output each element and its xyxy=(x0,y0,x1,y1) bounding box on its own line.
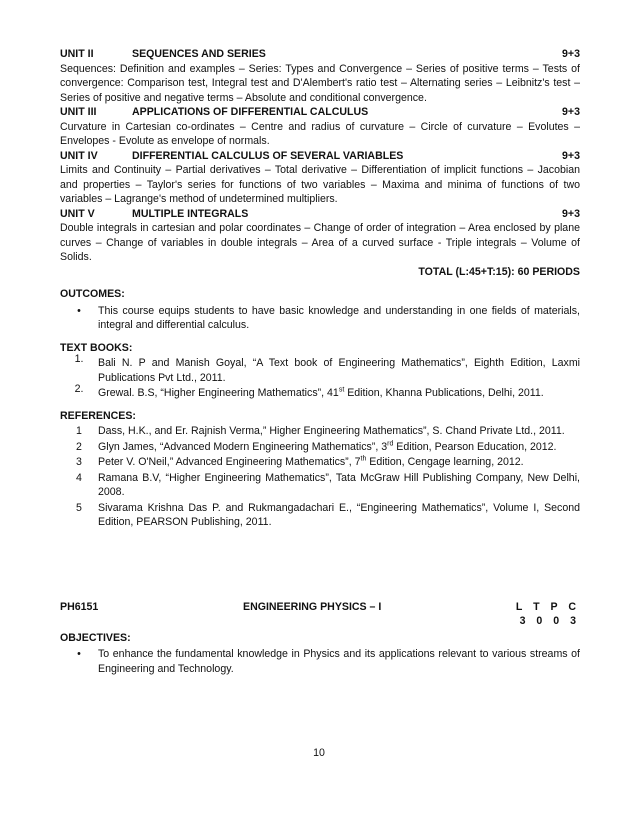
ordinal-suffix: th xyxy=(360,455,367,463)
unit-title: MULTIPLE INTEGRALS xyxy=(132,207,249,220)
objectives-heading: OBJECTIVES: xyxy=(60,631,131,644)
reference-number: 4 xyxy=(76,471,82,484)
reference-item xyxy=(60,501,580,530)
unit-heading xyxy=(60,47,580,62)
textbook-text-main: Grewal. B.S, “Higher Engineering Mathematics”, 41 xyxy=(98,387,339,399)
reference-text xyxy=(98,501,580,530)
unit-credits: 9+3 xyxy=(562,207,580,220)
reference-text-rest: Edition, Pearson Education, 2012. xyxy=(393,440,557,453)
unit-body: Sequences: Definition and examples – Series: Types and Convergence – Series of positive terms – Tests of convergence: Comparison test, Integral test and D'Alembert's ratio test – Alternating series – Leibnitz's test – Series of positive and negative terms – Absolute and conditional convergence. xyxy=(60,62,580,104)
textbook-item xyxy=(60,383,580,401)
course-ltpc-values: 3 0 0 3 xyxy=(519,615,580,627)
unit-title: SEQUENCES AND SERIES xyxy=(132,48,266,60)
reference-number: 2 xyxy=(76,440,82,453)
unit-credits: 9+3 xyxy=(562,48,580,60)
reference-text xyxy=(98,440,580,455)
course-code: PH6151 xyxy=(60,600,99,613)
unit-title: APPLICATIONS OF DIFFERENTIAL CALCULUS xyxy=(132,106,369,118)
textbook-text xyxy=(98,386,580,401)
reference-number: 5 xyxy=(76,501,82,514)
unit-code: UNIT II xyxy=(60,48,94,60)
total-periods: TOTAL (L:45+T:15): 60 PERIODS xyxy=(418,265,580,278)
bullet-icon: • xyxy=(77,648,81,660)
course-title: ENGINEERING PHYSICS – I xyxy=(243,600,382,613)
unit-code: UNIT III xyxy=(60,106,97,118)
unit-body: Curvature in Cartesian co-ordinates – Centre and radius of curvature – Circle of curvature – Evolutes – Envelopes - Evolute as envelope of normals. xyxy=(60,120,580,147)
outcome-text: This course equips students to have basic knowledge and understanding in one fields of materials, integral and differential calculus. xyxy=(98,304,580,331)
unit-section xyxy=(60,105,580,149)
reference-text-main: Dass, H.K., and Er. Rajnish Verma,” Higher Engineering Mathematics”, S. Chand Private Ltd., 2011. xyxy=(98,425,565,437)
objective-item xyxy=(60,647,580,676)
outcomes-heading: OUTCOMES: xyxy=(60,288,125,300)
reference-item xyxy=(60,424,580,439)
unit-heading xyxy=(60,149,580,164)
reference-text-rest: Edition, Cengage learning, 2012. xyxy=(366,456,524,468)
unit-credits: 9+3 xyxy=(562,149,580,162)
course-ltpc-header: L T P C xyxy=(515,600,580,613)
syllabus-page xyxy=(60,47,580,676)
reference-number: 1 xyxy=(76,425,82,437)
reference-text-main: Peter V. O'Neil,” Advanced Engineering Mathematics”, 7 xyxy=(98,456,361,468)
reference-item xyxy=(60,455,580,470)
references-heading: REFERENCES: xyxy=(60,409,136,422)
unit-section xyxy=(60,47,580,105)
ordinal-suffix: st xyxy=(338,386,345,394)
course-heading xyxy=(60,600,580,615)
ordinal-suffix: rd xyxy=(387,439,394,447)
reference-text xyxy=(98,471,580,500)
reference-text xyxy=(98,455,580,470)
unit-section xyxy=(60,207,580,265)
textbook-text: Bali N. P and Manish Goyal, “A Text book of Engineering Mathematics”, Eighth Edition, Laxmi Publications Pvt Ltd., 2011. xyxy=(98,357,580,384)
textbook-number: 2. xyxy=(74,383,84,395)
unit-code: UNIT IV xyxy=(60,149,98,162)
unit-body: Limits and Continuity – Partial derivatives – Total derivative – Differentiation of implicit functions – Jacobian and properties – Taylor's series for functions of two variables – Maxima and minima of functions of two variables – Lagrange's method of undetermined multipliers. xyxy=(60,164,580,205)
page-number: 10 xyxy=(313,747,325,759)
unit-body: Double integrals in cartesian and polar coordinates – Change of order of integration – Area enclosed by plane curves – Change of variables in double integrals – Area of a curved surface - Triple integrals – Volume of Solids. xyxy=(60,222,580,263)
unit-section xyxy=(60,149,580,207)
unit-code: UNIT V xyxy=(60,207,95,220)
textbook-number: 1. xyxy=(74,353,84,365)
reference-item xyxy=(60,440,580,455)
reference-item xyxy=(60,471,580,500)
reference-text-main: Sivarama Krishna Das P. and Rukmangadachari E., “Engineering Mathematics”, Volume I, Second Edition, PEARSON Publishing, 2011. xyxy=(98,501,580,528)
textbooks-heading: TEXT BOOKS: xyxy=(60,341,133,354)
unit-credits: 9+3 xyxy=(562,106,580,118)
unit-heading xyxy=(60,105,580,120)
reference-number: 3 xyxy=(76,456,82,468)
unit-heading xyxy=(60,207,580,222)
objective-text: To enhance the fundamental knowledge in Physics and its applications relevant to various streams of Engineering and Technology. xyxy=(98,648,580,675)
reference-text xyxy=(98,424,580,439)
bullet-icon: • xyxy=(77,304,81,317)
reference-text-main: Glyn James, “Advanced Modern Engineering Mathematics”, 3 xyxy=(98,440,388,453)
unit-title: DIFFERENTIAL CALCULUS OF SEVERAL VARIABLES xyxy=(132,149,404,162)
outcome-item xyxy=(60,304,580,333)
reference-text-main: Ramana B.V, “Higher Engineering Mathematics”, Tata McGraw Hill Publishing Company, New Delhi, 2008. xyxy=(98,471,580,498)
textbook-text-rest: Edition, Khanna Publications, Delhi, 2011. xyxy=(344,387,544,399)
textbook-item xyxy=(60,353,580,385)
